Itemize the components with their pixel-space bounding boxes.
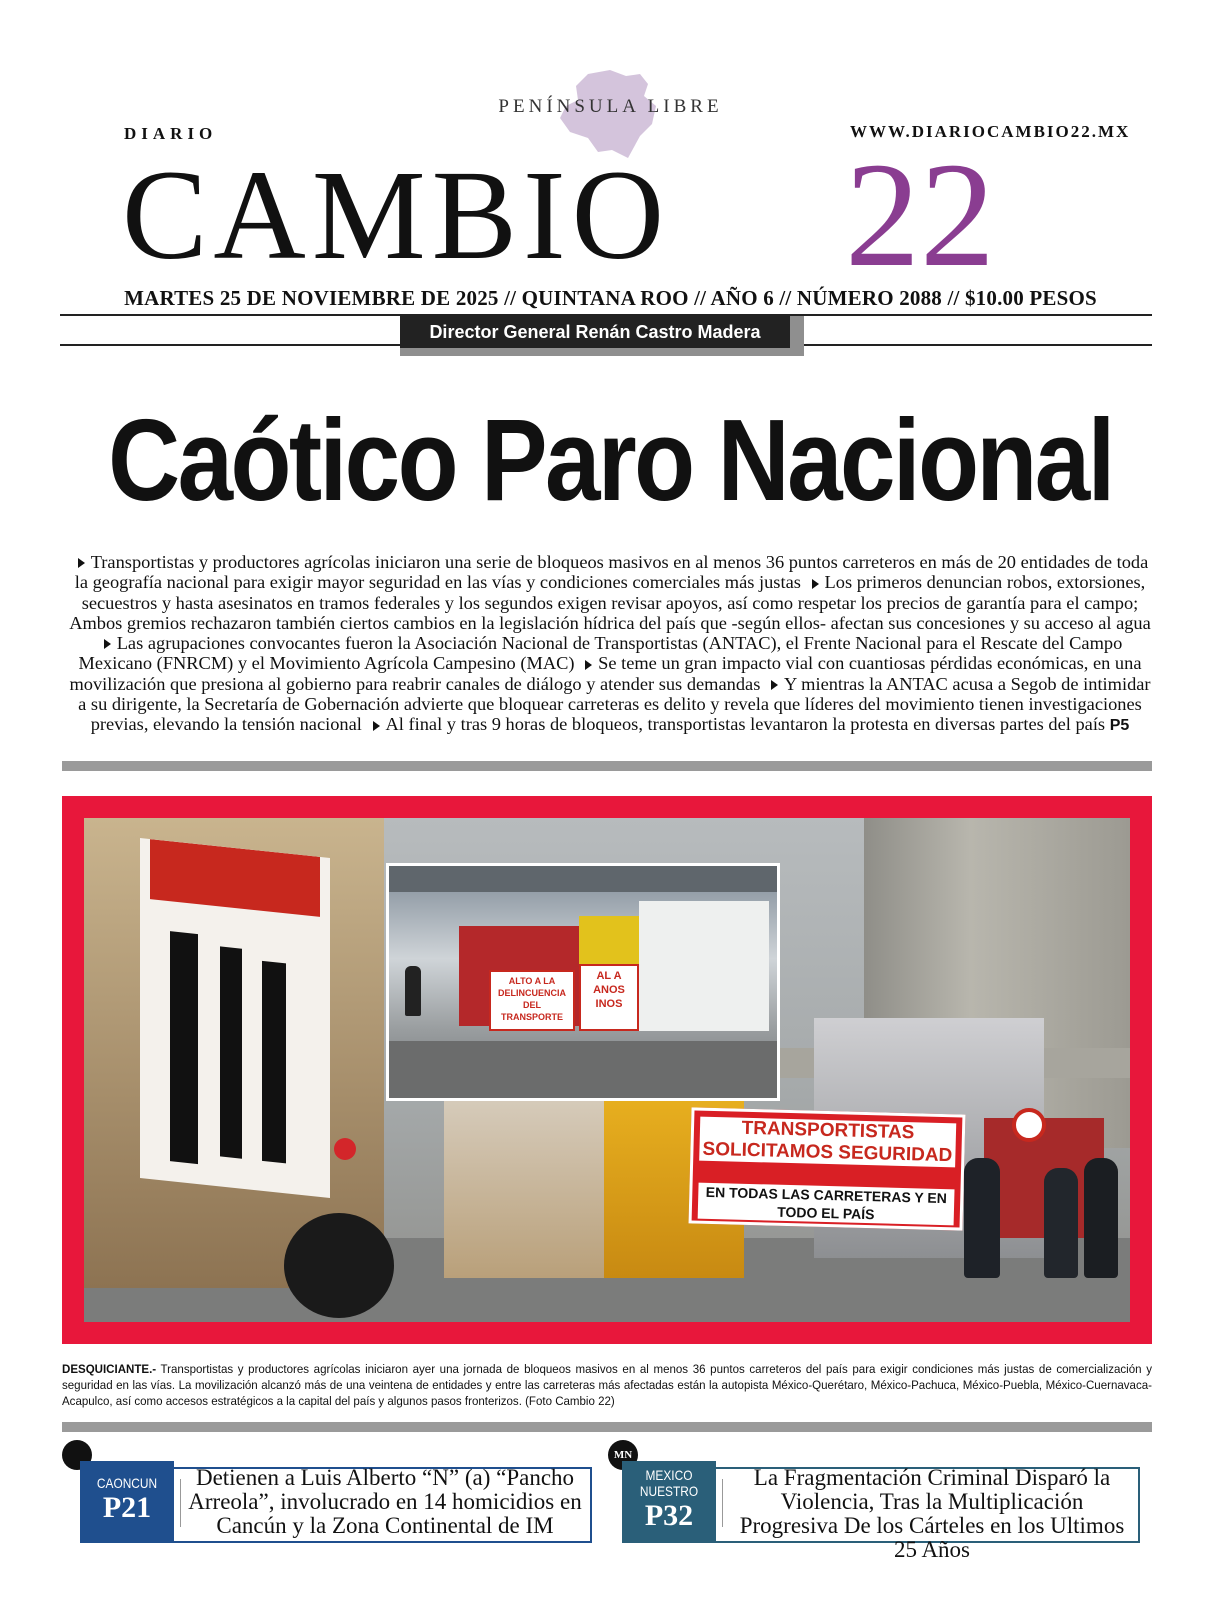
person-silhouette	[1044, 1168, 1078, 1278]
page-reference[interactable]: P5	[1109, 717, 1130, 735]
banner-letters	[170, 931, 198, 1164]
truck-wheel	[284, 1213, 394, 1318]
section-divider-bar	[62, 761, 1152, 771]
inset-banner-2: AL A ANOS INOS	[579, 964, 639, 1031]
caption-label: DESQUICIANTE.-	[62, 1362, 157, 1376]
inset-person	[405, 966, 421, 1016]
bullet-triangle-icon	[78, 558, 85, 568]
headline-summary	[64, 552, 1156, 737]
mexico-nuestro-badge-icon: MN	[608, 1440, 638, 1470]
speed-sign-icon	[1012, 1108, 1046, 1142]
teaser-tag-cancun[interactable]	[80, 1461, 174, 1541]
masthead-dateline: MARTES 25 DE NOVIEMBRE DE 2025 // QUINTANA ROO // AÑO 6 // NÚMERO 2088 // $10.00 PESOS	[124, 286, 1097, 310]
teaser-kicker: MEXICO NUESTRO	[639, 1467, 699, 1499]
masthead-diario-label: DIARIO	[124, 124, 218, 143]
photo-caption	[62, 1361, 1152, 1409]
summary-point: Las agrupaciones convocantes fueron la Asociación Nacional de Transportistas (ANTAC), el Frente Nacional para el Rescate del Campo Mexicano (FNRCM) y el Movimiento Agrícola Campesino (MAC)	[78, 633, 1123, 674]
bullet-triangle-icon	[812, 579, 819, 589]
truck-tail-light	[334, 1138, 356, 1160]
masthead-tagline: PENÍNSULA LIBRE	[498, 96, 723, 117]
person-silhouette	[964, 1158, 1000, 1278]
summary-point: Y mientras la ANTAC acusa a Segob de intimidar a su dirigente, la Secretaría de Gobernación advierte que bloquear carreteras es delito y revela que líderes del movimiento tienen investigaciones previas, elevando la tensión nacional	[78, 673, 1151, 735]
banner-line-1: TRANSPORTISTAS SOLICITAMOS SEGURIDAD	[699, 1117, 956, 1168]
teaser-separator	[180, 1479, 181, 1527]
bullet-triangle-icon	[585, 660, 592, 670]
protest-banner-main	[689, 1107, 966, 1230]
teaser-page-ref: P32	[644, 1499, 694, 1532]
banner-line-2: EN TODAS LAS CARRETERAS Y EN TODO EL PAÍS	[698, 1183, 955, 1226]
banner-letters	[220, 946, 242, 1158]
summary-point: Transportistas y productores agrícolas iniciaron una serie de bloqueos masivos en al menos 36 puntos carreteros en más de 20 entidades de toda la geografía nacional para exigir mayor seguridad en las vías y condiciones comerciales más justas	[74, 552, 1149, 593]
masthead-brand-name: CAMBIO	[122, 144, 671, 286]
teaser-kicker: CAONCUN	[96, 1475, 158, 1491]
teaser-page-ref: P21	[102, 1491, 152, 1524]
person-silhouette	[1084, 1158, 1118, 1278]
teaser-headline[interactable]: Detienen a Luis Alberto “N” (a) “Pancho Arreola”, involucrado en 14 homicidios en Cancún y la Zona Continental de IM	[188, 1465, 582, 1538]
inset-white-truck	[639, 901, 769, 1031]
bullet-triangle-icon	[104, 639, 111, 649]
main-headline[interactable]: Caótico Paro Nacional	[108, 395, 1113, 525]
caption-text: Transportistas y productores agrícolas iniciaron ayer una jornada de bloqueos masivos en al menos 36 puntos carreteros del país para exigir condiciones más justas de comercialización y seguridad en las vías. La movilización alcanzó más de una veintena de entidades y entre las carreteras más afectadas están la autopista México-Querétaro, México-Pachuca, México-Puebla, México-Cuernavaca-Acapulco, así como accesos estratégicos a la capital del país y algunos pasos fronterizos. (Foto Cambio 22)	[62, 1362, 1152, 1408]
inset-bridge	[389, 866, 777, 892]
masthead-website-link[interactable]: WWW.DIARIOCAMBIO22.MX	[850, 122, 1131, 141]
summary-point: Se teme un gran impacto vial con cuantiosas pérdidas económicas, en una movilización que presiona al gobierno para reabrir canales de diálogo y atender sus demandas	[69, 653, 1142, 694]
inset-road	[389, 1041, 777, 1101]
section-divider-bar	[62, 1422, 1152, 1432]
teaser-tag-mexico-nuestro[interactable]	[622, 1461, 716, 1541]
summary-point: Los primeros denuncian robos, extorsiones, secuestros y hasta asesinatos en tramos federales y los segundos exigen revisar apoyos, así como respetar los precios de garantía para el campo; Ambos gremios rechazaron también ciertos cambios en la legislación hídrica del país que -según ellos- afectan sus concesiones y su acceso al agua	[69, 572, 1151, 633]
inset-banner-1: ALTO A LA DELINCUENCIA DEL TRANSPORTE	[489, 970, 575, 1031]
banner-letters	[262, 961, 286, 1164]
teaser-headline[interactable]: La Fragmentación Criminal Disparó la Violencia, Tras la Multiplicación Progresiva De los Cárteles en los Ultimos 25 Años	[739, 1465, 1125, 1562]
summary-point: Al final y tras 9 horas de bloqueos, transportistas levantaron la protesta en diversas partes del país	[385, 714, 1106, 735]
bullet-triangle-icon	[373, 721, 380, 731]
teaser-separator	[722, 1479, 723, 1527]
protest-banner-left	[140, 838, 330, 1198]
director-credit: Director General Renán Castro Madera	[400, 316, 790, 348]
bullet-triangle-icon	[771, 680, 778, 690]
masthead-brand-number: 22	[845, 132, 995, 298]
inset-photo[interactable]	[386, 863, 780, 1101]
